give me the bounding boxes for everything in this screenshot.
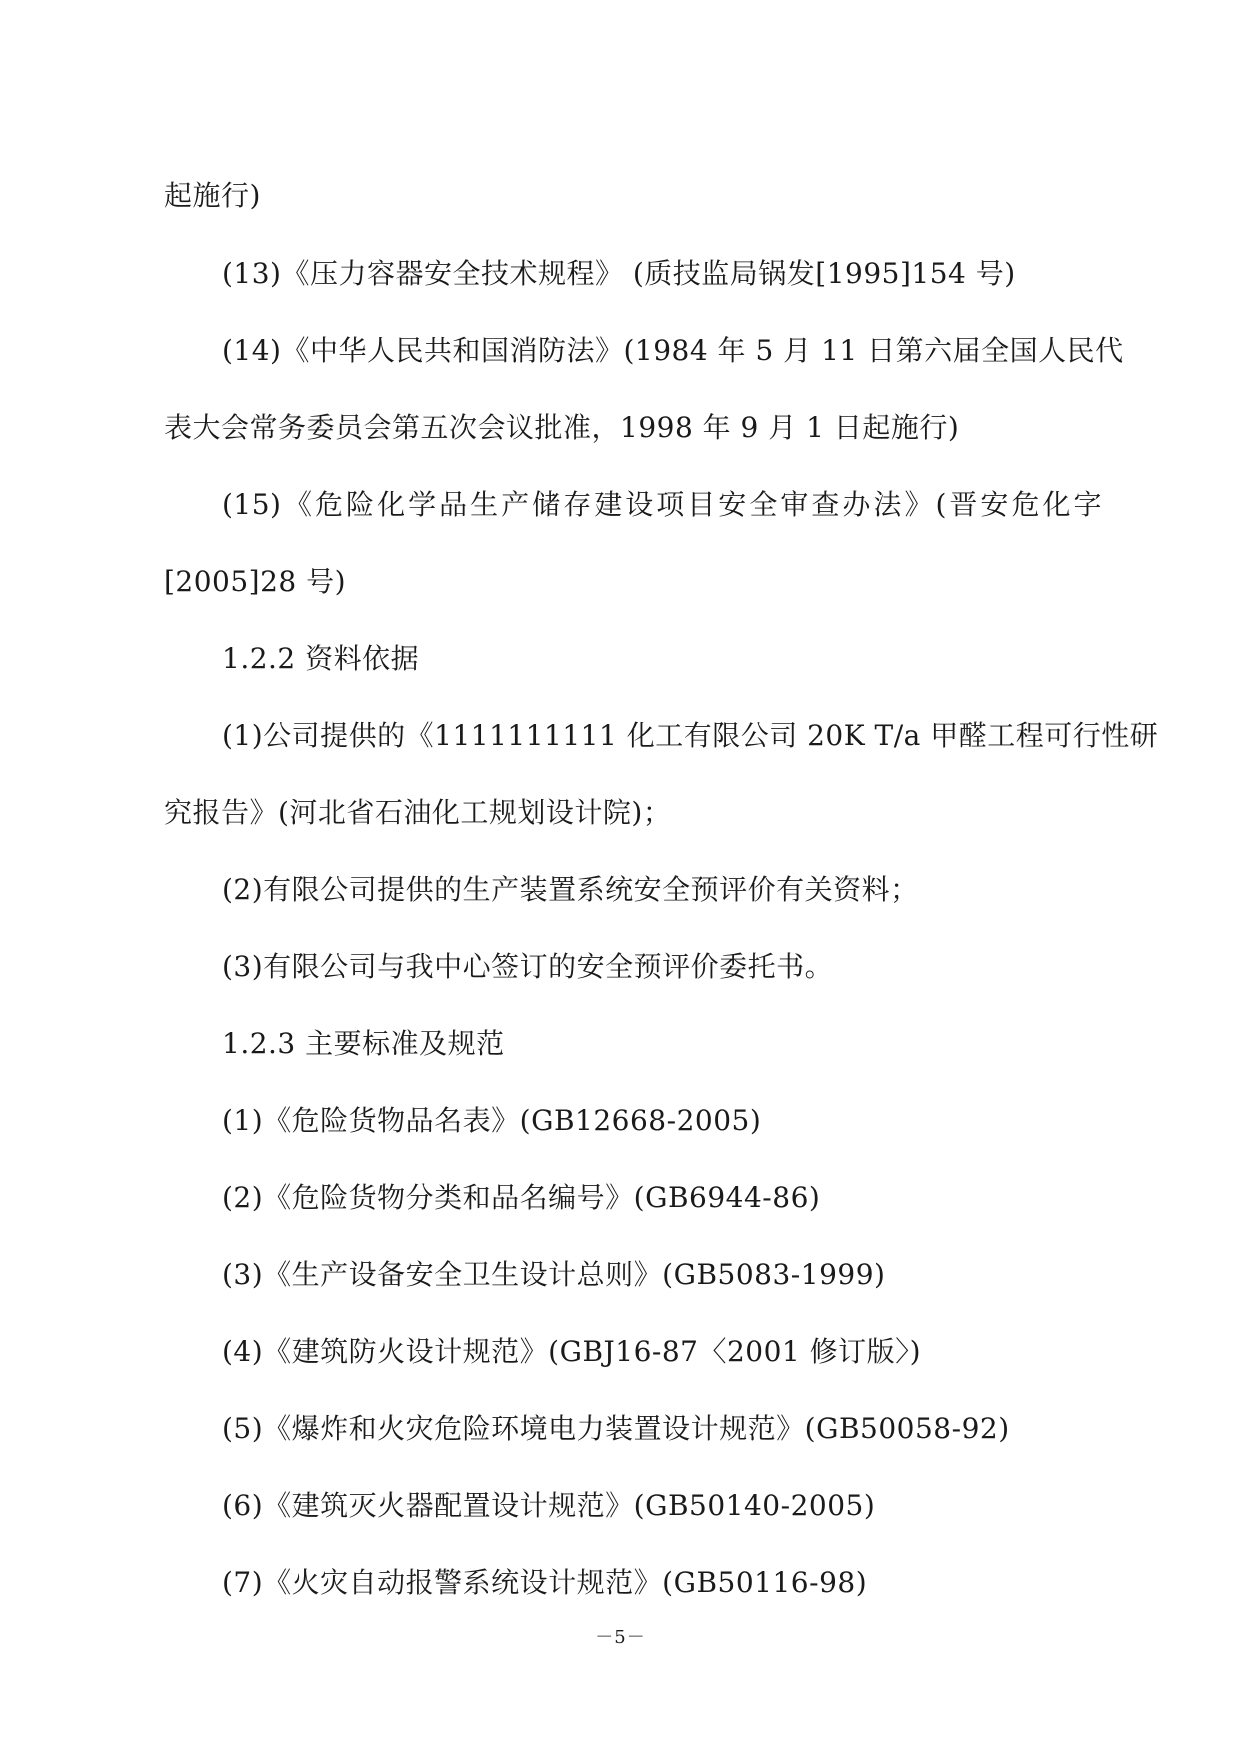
reference-item-2: (2)有限公司提供的生产装置系统安全预评价有关资料； — [222, 873, 919, 906]
standard-item-6: (6)《建筑灭火器配置设计规范》(GB50140-2005) — [222, 1489, 876, 1522]
section-heading-1-2-2: 1.2.2 资料依据 — [222, 642, 420, 675]
standard-item-1: (1)《危险货物品名表》(GB12668-2005) — [222, 1104, 762, 1137]
standard-item-7: (7)《火灾自动报警系统设计规范》(GB50116-98) — [222, 1566, 868, 1599]
paragraph-continuation: 起施行) — [164, 179, 261, 212]
list-item-14-line-1: (14)《中华人民共和国消防法》(1984 年 5 月 11 日第六届全国人民代 — [222, 334, 1124, 367]
standard-item-3: (3)《生产设备安全卫生设计总则》(GB5083-1999) — [222, 1258, 886, 1291]
reference-item-3: (3)有限公司与我中心签订的安全预评价委托书。 — [222, 950, 834, 983]
section-heading-1-2-3: 1.2.3 主要标准及规范 — [222, 1027, 505, 1060]
list-item-14-line-2: 表大会常务委员会第五次会议批准，1998 年 9 月 1 日起施行) — [164, 411, 960, 444]
reference-item-1-line-2: 究报告》(河北省石油化工规划设计院)； — [164, 796, 672, 829]
standard-item-2: (2)《危险货物分类和品名编号》(GB6944-86) — [222, 1181, 821, 1214]
standard-item-5: (5)《爆炸和火灾危险环境电力装置设计规范》(GB50058-92) — [222, 1412, 1010, 1445]
standard-item-4: (4)《建筑防火设计规范》(GBJ16-87〈2001 修订版〉) — [222, 1335, 922, 1368]
reference-item-1-line-1: (1)公司提供的《1111111111 化工有限公司 20K T/a 甲醛工程可行性研 — [222, 719, 1159, 752]
list-item-13: (13)《压力容器安全技术规程》 (质技监局锅发[1995]154 号) — [222, 257, 1016, 290]
page-number: －5－ — [595, 1627, 646, 1648]
list-item-15-line-1: (15)《危险化学品生产储存建设项目安全审查办法》(晋安危化字 — [222, 488, 1102, 521]
list-item-15-line-2: [2005]28 号) — [164, 565, 347, 598]
